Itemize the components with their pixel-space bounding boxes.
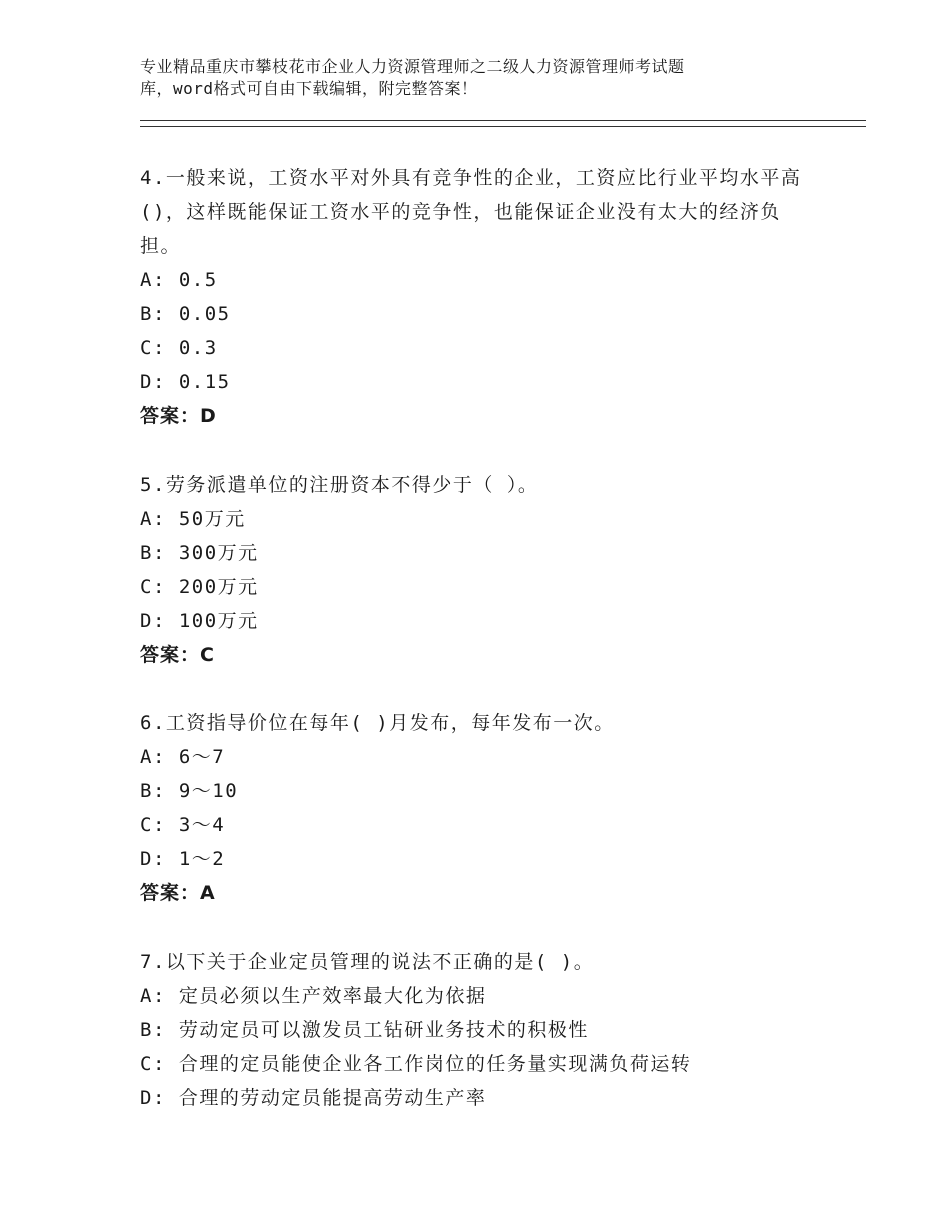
document-header — [140, 56, 840, 100]
question-stem: 4.一般来说，工资水平对外具有竞争性的企业，工资应比行业平均水平高()，这样既能保证工资水平的竞争性，也能保证企业没有太大的经济负担。 — [140, 167, 802, 257]
question-5 — [140, 468, 820, 672]
option-b: B: 9～10 — [140, 780, 239, 802]
answer-label: 答案：A — [140, 882, 216, 904]
option-d: D: 1～2 — [140, 848, 226, 870]
answer-label: 答案：D — [140, 405, 217, 427]
header-title-line-1: 专业精品重庆市攀枝花市企业人力资源管理师之二级人力资源管理师考试题 — [140, 57, 685, 76]
option-b: B: 劳动定员可以激发员工钻研业务技术的积极性 — [140, 1019, 589, 1041]
option-a: A: 定员必须以生产效率最大化为依据 — [140, 985, 487, 1007]
question-stem: 7.以下关于企业定员管理的说法不正确的是( )。 — [140, 951, 595, 973]
header-title-line-2: 库，word格式可自由下载编辑，附完整答案！ — [140, 79, 478, 98]
answer-label: 答案：C — [140, 644, 215, 666]
option-a: A: 6～7 — [140, 746, 226, 768]
question-4 — [140, 161, 820, 433]
question-6 — [140, 706, 820, 910]
option-d: D: 合理的劳动定员能提高劳动生产率 — [140, 1087, 487, 1109]
question-stem: 5.劳务派遣单位的注册资本不得少于（ ）。 — [140, 474, 539, 496]
header-double-rule — [140, 120, 866, 127]
option-c: C: 3～4 — [140, 814, 226, 836]
question-7 — [140, 945, 820, 1115]
option-a: A: 50万元 — [140, 508, 246, 530]
option-d: D: 100万元 — [140, 610, 259, 632]
option-c: C: 0.3 — [140, 337, 218, 359]
option-c: C: 200万元 — [140, 576, 259, 598]
option-b: B: 300万元 — [140, 542, 259, 564]
option-a: A: 0.5 — [140, 269, 218, 291]
question-stem: 6.工资指导价位在每年( )月发布，每年发布一次。 — [140, 712, 615, 734]
option-b: B: 0.05 — [140, 303, 231, 325]
option-d: D: 0.15 — [140, 371, 231, 393]
option-c: C: 合理的定员能使企业各工作岗位的任务量实现满负荷运转 — [140, 1053, 692, 1075]
